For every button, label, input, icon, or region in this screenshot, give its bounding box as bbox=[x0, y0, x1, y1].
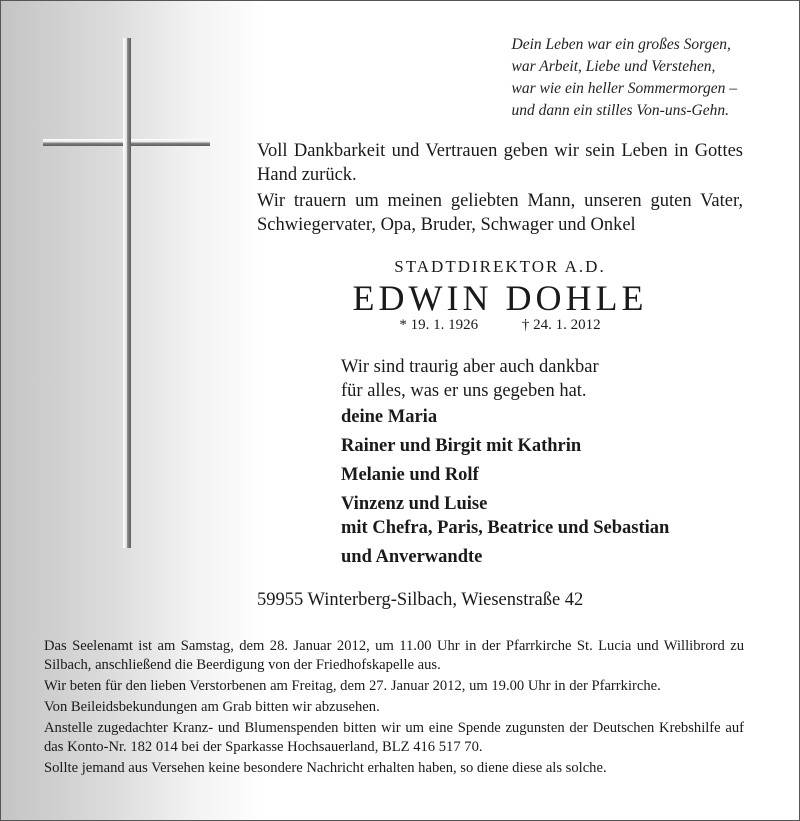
family-member: Vinzenz und Luise bbox=[341, 494, 488, 514]
poem-line: war wie ein heller Sommermorgen – bbox=[511, 80, 737, 97]
family-member: mit Chefra, Paris, Beatrice und Sebastian bbox=[341, 518, 670, 538]
note-paragraph: Von Beileidsbekundungen am Grab bitten wir abzusehen. bbox=[44, 699, 380, 715]
mourning-line-1: Wir sind traurig aber auch dankbar bbox=[341, 357, 599, 377]
family-member: und Anverwandte bbox=[341, 547, 483, 567]
intro-paragraph-2: Wir trauern um meinen geliebten Mann, unseren guten Vater, Schwiegervater, Opa, Bruder, Schwager und Onkel bbox=[257, 191, 743, 235]
mourning-line-2: für alles, was er uns gegeben hat. bbox=[341, 381, 587, 401]
address: 59955 Winterberg-Silbach, Wiesenstraße 42 bbox=[257, 590, 584, 610]
family-member: deine Maria bbox=[341, 407, 438, 427]
mourning-text bbox=[341, 355, 599, 403]
birth-date: * 19. 1. 1926 bbox=[399, 317, 479, 333]
intro-paragraph-1: Voll Dankbarkeit und Vertrauen geben wir sein Leben in Gottes Hand zurück. bbox=[257, 141, 743, 185]
poem-line: und dann ein stilles Von-uns-Gehn. bbox=[511, 102, 729, 119]
family-member: Rainer und Birgit mit Kathrin bbox=[341, 436, 582, 456]
poem bbox=[512, 34, 737, 122]
deceased-title: STADTDIREKTOR A.D. bbox=[394, 257, 606, 276]
poem-line: war Arbeit, Liebe und Verstehen, bbox=[511, 58, 716, 75]
intro-text bbox=[257, 139, 743, 239]
poem-line: Dein Leben war ein großes Sorgen, bbox=[511, 36, 731, 53]
family-list bbox=[341, 405, 669, 569]
funeral-notes bbox=[44, 637, 744, 780]
note-paragraph: Wir beten für den lieben Verstorbenen am Freitag, dem 27. Januar 2012, um 19.00 Uhr in der Pfarrkirche. bbox=[44, 678, 661, 694]
cross-icon bbox=[1, 1, 231, 561]
deceased-name: EDWIN DOHLE bbox=[352, 278, 648, 318]
note-paragraph: Anstelle zugedachter Kranz- und Blumenspenden bitten wir um eine Spende zugunsten der Deutschen Krebshilfe auf das Konto-Nr. 182 014 bei der Sparkasse Hochsauerland, BLZ 416 517 70. bbox=[44, 720, 744, 755]
family-member: Melanie und Rolf bbox=[341, 465, 479, 485]
life-dates bbox=[257, 317, 743, 334]
note-paragraph: Sollte jemand aus Versehen keine besondere Nachricht erhalten haben, so diene diese als solche. bbox=[44, 760, 607, 776]
note-paragraph: Das Seelenamt ist am Samstag, dem 28. Januar 2012, um 11.00 Uhr in der Pfarrkirche St. Lucia und Willibrord zu Silbach, anschließend die Beerdigung von der Friedhofskapelle aus. bbox=[44, 638, 744, 673]
death-date: † 24. 1. 2012 bbox=[521, 317, 601, 333]
